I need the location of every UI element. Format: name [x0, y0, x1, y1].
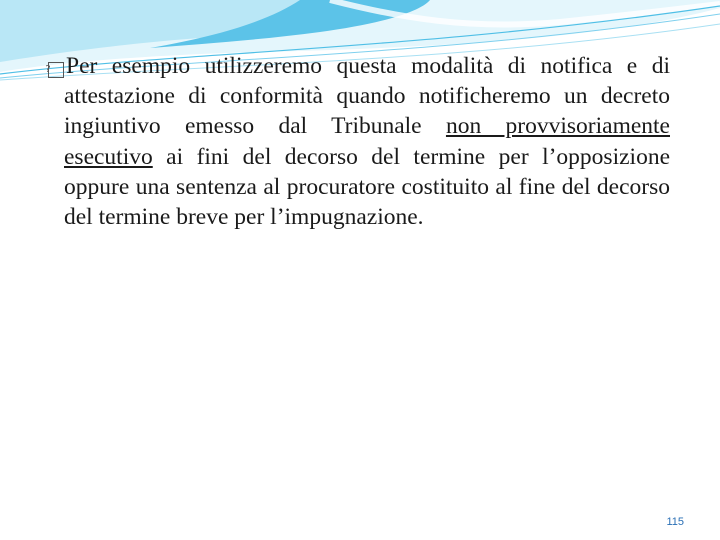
bullet-icon: ?	[48, 62, 64, 78]
page-number: 115	[666, 516, 684, 528]
underlined-word-esecutivo: esecutivo	[64, 143, 153, 170]
paragraph-text-end: ai fini del decorso del termine per l’opposizione oppure una sentenza al procuratore costituito al fine del decorso del termine breve per l’impugnazione.	[64, 143, 670, 231]
body-text	[45, 51, 670, 232]
paragraph-text-start: Per esempio utilizzeremo questa modalità di notifica e di attestazione di conformità quando notificheremo un decreto ingiuntivo emesso dal Tribunale	[64, 53, 670, 140]
bullet-paragraph	[45, 51, 670, 232]
underlined-phrase-non-provvisoriamente: non provvisoriamente	[445, 113, 670, 140]
